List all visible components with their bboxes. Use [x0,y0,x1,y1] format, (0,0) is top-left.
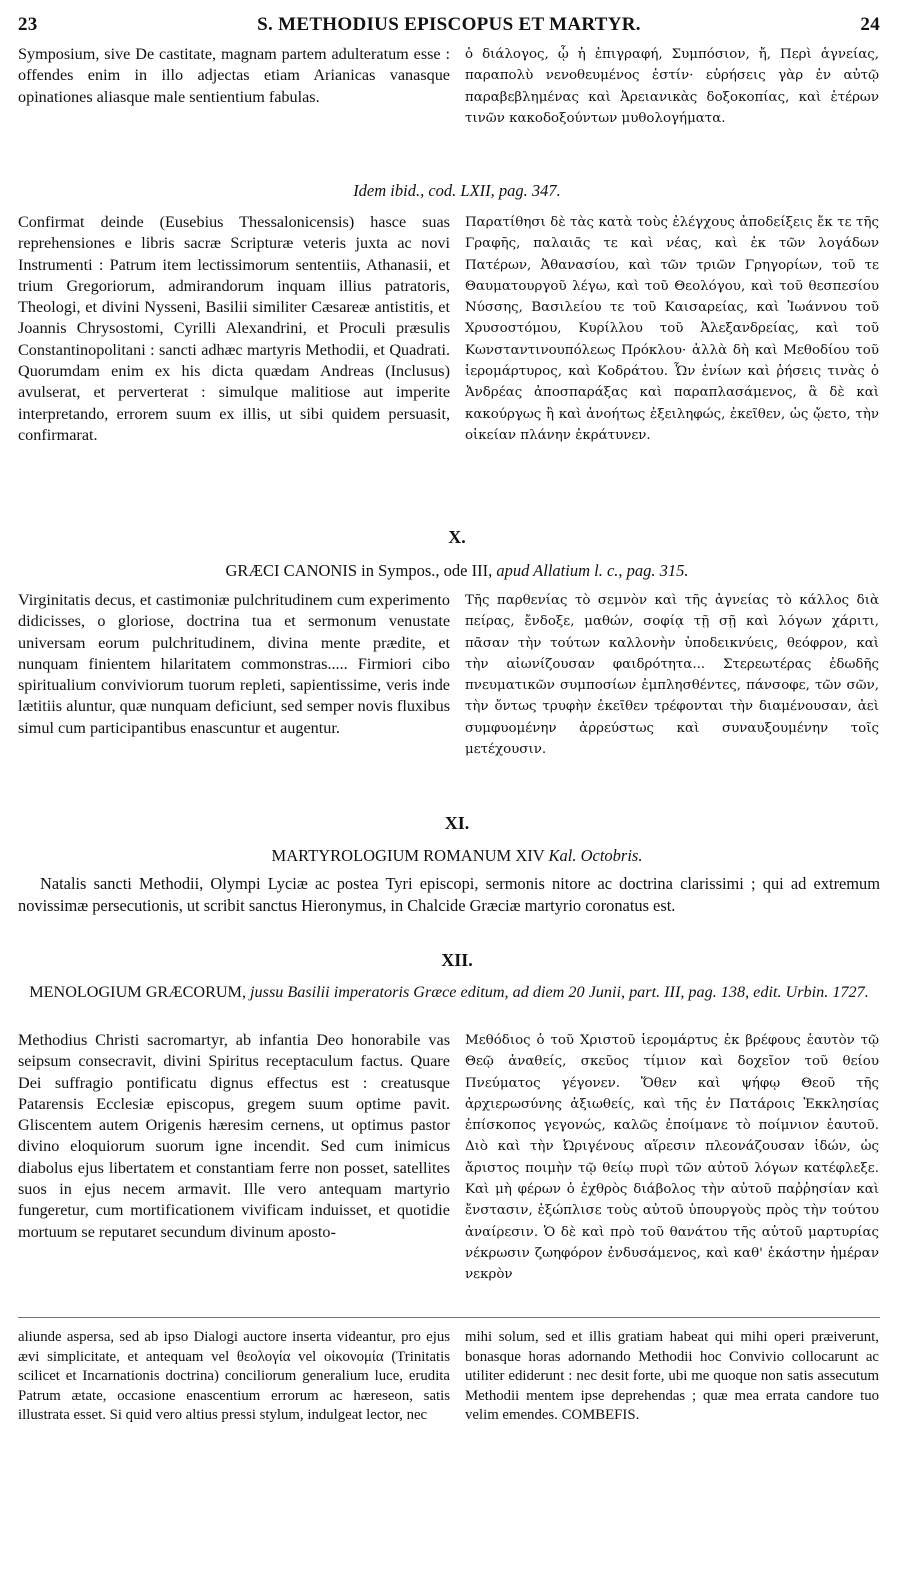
page-number-right: 24 [860,14,880,35]
section-ix-latin-paragraph: Confirmat deinde (Eusebius Thessalonicensis) hasce suas reprehensiones e libris sacræ Scripturæ veteris juxta ac novi Instrumenti : Patrum item lectissimorum sententiis, Athanasii, et trium Gregoriorum, admirandorum inquam illius patratoris, Theologi, et divini Nysseni, Basilii similiter Cæsareæ antistitis, et Joannis Chrysostomi, Cyrilli Alexandrini, et Proculi præsulis Constantinopolitani : sancti adhæc martyris Methodii, et Quadrati. Quorumdam enim ex his dicta quædam Andreas (Inclusus) avulserat, et perverterat : simulque malitiose aut imperite interpretando, errorem suum ex illis, ut sibi quidem persuasit, confirmarat. [18,213,450,444]
section-xi-paragraph: Natalis sancti Methodii, Olympi Lyciæ ac postea Tyri episcopi, sermonis nitore ac doctrina clarissimi ; qui ad extremum novissimæ persecutionis, ut scribit sanctus Hieronymus, in Chalcide Græciæ martyrio coronatus est. [18,874,880,915]
section-xi-heading [0,845,914,866]
running-title: S. METHODIUS EPISCOPUS ET MARTYR. [257,14,641,35]
section-xi-heading-italic: Kal. Octobris. [548,846,643,865]
section-x-heading-italic: apud Allatium l. c., pag. 315. [496,561,689,580]
section-xii-latin-paragraph: Methodius Christi sacromartyr, ab infantia Deo honorabile vas seipsum consecravit, divini Spiritus receptaculum factus. Quare Dei suffragio pontificatu dignus effectus est : creatusque Patarensis Ecclesiæ episcopus, gregem suum optime pavit. Gliscentem autem Origenis hæresim cernens, ut optimus pastor divino eloquiorum suorum igne incendit. Sed cum inimicus diabolus ejus libertatem et constantiam ferre non posset, satellites suos in ejus necem armavit. Ille vero antequam martyrio fungeretur, cum mortificationem vivificam induisset, et quotidie mortuum se reputaret secundum divinum aposto- [18,1031,450,1241]
page-number-left: 23 [18,14,38,35]
section-x-greek-paragraph: Τῆς παρθενίας τὸ σεμνὸν καὶ τῆς ἁγνείας τὸ κάλλος διὰ πείρας, ἔνδοξε, μαθών, σοφίᾳ τῇ σῇ καὶ λόγων χάριτι, πᾶσαν τὴν τούτων καλλονὴν ὑποδεικνύεις, θεόφρον, καὶ τὴν αἰωνίζουσαν φαιδρότητα... Στερεωτέρας ἐδωδῆς πνευματικῶν συμποσίων ἐμπλησθέντες, πάνσοφε, τῶν σῶν, τὴν ὄντως τρυφὴν ἐκεῖθεν τρέφονται τὴν διαμένουσαν, ἀεὶ συμφυομένην ἀρρεύστως καὶ συναυξουμένην τοῖς μετέχουσιν. [465,593,879,758]
section-xii-greek-paragraph: Μεθόδιος ὁ τοῦ Χριστοῦ ἱερομάρτυς ἐκ βρέφους ἑαυτὸν τῷ Θεῷ ἀναθείς, σκεῦος τίμιον καὶ δοχεῖον τοῦ θείου Πνεύματος γέγονεν. Ὅθεν καὶ ψήφῳ Θεοῦ τῆς ἀρχιερωσύνης ἀξιωθείς, καὶ τῆς ἐν Πατάροις Ἐκκλησίας ἐπίσκοπος γεγονώς, καλῶς ἐποίμανε τὸ ποίμνιον ἑαυτοῦ. Διὸ καὶ τὴν Ὠριγένους αἵρεσιν πλεονάζουσαν ἰδών, ὡς ἄριστος ποιμὴν τῷ θείῳ πυρὶ τῶν αὐτοῦ λόγων κατέφλεξε. Καὶ μὴ φέρων ὁ ἐχθρὸς διάβολος τὴν αὐτοῦ παῤῥησίαν καὶ ἔνστασιν, ἐξώπλισε τοὺς αὐτοῦ ὑπουργοὺς πρὸς τὴν τούτου ἀναίρεσιν. Ὁ δὲ καὶ πρὸ τοῦ θανάτου τῆς αὐτοῦ μαρτυρίας νέκρωσιν ζωηφόρον ἐνδυσάμενος, καὶ καθ' ἑκάστην ἡμέραν νεκρὸν [465,1033,879,1283]
section-xi-heading-roman: MARTYROLOGIUM ROMANUM XIV [271,846,545,865]
section-xii-heading-roman: MENOLOGIUM GRÆCORUM, [29,983,246,1001]
footnote-right-paragraph: mihi solum, sed et illis gratiam habeat qui mihi operi præiverunt, bonasque horas adornando Methodii hoc Convivio collocarunt ac utiliter ediderunt : nec desit forte, ubi me quoque non satis assecutum Methodii mentem ipse deprehendas ; quæ mea errata candore tuo velim emendes. COMBEFIS. [465,1329,879,1424]
section-x-heading-roman: GRÆCI CANONIS in Sympos., ode III, [225,561,493,580]
section-ix-greek-paragraph: Παρατίθησι δὲ τὰς κατὰ τοὺς ἐλέγχους ἀποδείξεις ἔκ τε τῆς Γραφῆς, παλαιᾶς τε καὶ νέας, καὶ ἐκ τῶν λογάδων Πατέρων, Ἀθανασίου, καὶ τῶν τριῶν Γρηγορίων, τοῦ τε Θαυματουργοῦ λέγω, καὶ τοῦ Θεολόγου, καὶ τοῦ θεσπεσίου Νύσσης, Βασιλείου τε τοῦ Καισαρείας, καὶ Ἰωάννου τοῦ Χρυσοστόμου, Κυρίλλου τοῦ Ἀλεξανδρείας, καὶ τοῦ Κωνσταντινουπόλεως Πρόκλου· ἀλλὰ δὴ καὶ Μεθοδίου τοῦ ἱερομάρτυρος, καὶ Κοδράτου. Ὧν ἐνίων καὶ ῥήσεις τινὰς ὁ Ἀνδρέας ἀποσπαράξας καὶ παραπλασάμενος, ἃ δὲ καὶ κακούργως ἢ καὶ ἀνοήτως ἐξειληφώς, ἐκεῖθεν, ὡς ᾤετο, τὴν οἰκείαν πλάνην ἐκράτυνεν. [465,215,879,443]
source-citation-heading: Idem ibid., cod. LXII, pag. 347. [353,181,561,200]
section-xi-number: XI. [444,813,470,833]
section-x-latin-paragraph: Virginitatis decus, et castimoniæ pulchritudinem cum experimento didicisses, o gloriose, doctrina tua et sermonum venustate universam eorum pulchritudinem, divina mente prædite, et nunquam finientem hilaritatem commonstras..... Firmiori cibo spiritualium conviviorum tuorum repleti, sapientissime, veris inde lætitiis aluntur, quæ nunquam deficiunt, sed semper novis fluxibus simul cum participantibus enascuntur et augentur. [18,591,450,737]
top-greek-paragraph: ὁ διάλογος, ᾧ ἡ ἐπιγραφή, Συμπόσιον, ἤ, Περὶ ἁγνείας, παραπολὺ νενοθευμένος ἐστίν· εὑρήσεις γὰρ ἐν αὐτῷ παραβεβλημένας καὶ Ἀρειανικὰς δοξοκοπίας, καὶ ἑτέρων τινῶν κακοδοξούντων μυθολογήματα. [465,47,879,126]
section-x-heading [0,560,914,581]
section-xii-heading [18,982,880,1002]
section-xii-heading-italic: jussu Basilii imperatoris Græce editum, ad diem 20 Junii, part. III, pag. 138, edit. Urbin. 1727. [250,983,869,1001]
top-latin-paragraph: Symposium, sive De castitate, magnam partem adulteratum esse : offendes enim in illo adjectas etiam Arianicas vanasque opinationes aliasque male sentientium fabulas. [18,45,450,106]
running-head [18,14,880,38]
section-xii-number: XII. [441,950,473,970]
section-x-number: X. [448,527,466,547]
footnote-divider [18,1317,880,1318]
footnote-left-paragraph: aliunde aspersa, sed ab ipso Dialogi auctore inserta videantur, pro ejus ævi simplicitate, et antequam vel θεολογία vel οἰκονομία (Trinitatis scilicet et Incarnationis doctrina) conciliorum generalium luce, erudita Patrum ætate, occasione enascentium errorum ac hæreseon, satis illustrata esset. Si quid vero altius pressi stylum, indulgeat lector, nec [18,1329,450,1424]
